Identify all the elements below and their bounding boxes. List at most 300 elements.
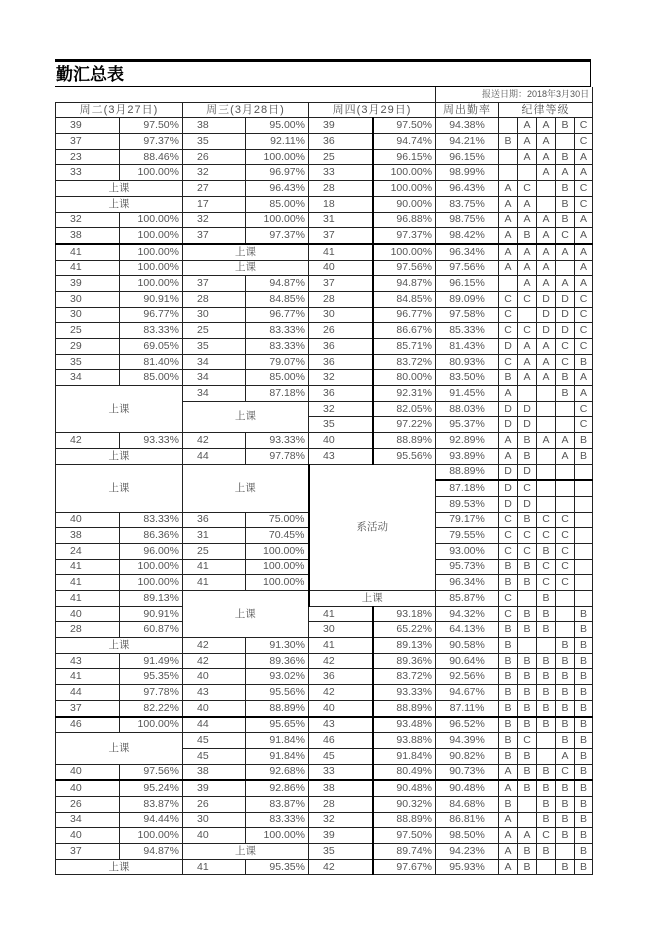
rate-cell: 91.49% — [120, 653, 183, 669]
weekly-rate-cell: 92.56% — [436, 669, 499, 685]
table-row — [56, 149, 593, 165]
grade-cell: C — [556, 543, 575, 559]
grade-cell: A — [575, 244, 593, 260]
grade-cell: C — [556, 528, 575, 544]
count-cell: 43 — [56, 653, 120, 669]
grade-cell: B — [556, 733, 575, 749]
weekly-rate-cell: 79.55% — [436, 528, 499, 544]
rate-cell: 92.68% — [246, 764, 309, 780]
table-row — [56, 212, 593, 228]
grade-cell: B — [575, 796, 593, 812]
weekly-rate-cell: 94.23% — [436, 844, 499, 860]
merged-note-cell: 上课 — [56, 733, 183, 764]
table-row — [56, 685, 593, 701]
rate-cell: 82.22% — [120, 700, 183, 716]
rate-cell: 70.45% — [246, 528, 309, 544]
grade-cell — [575, 496, 593, 512]
rate-cell: 83.72% — [373, 354, 436, 370]
count-cell: 25 — [309, 149, 373, 165]
grade-cell: C — [556, 339, 575, 355]
grade-cell: A — [518, 276, 537, 292]
weekly-rate-cell: 90.82% — [436, 748, 499, 764]
count-cell: 40 — [183, 828, 246, 844]
rate-cell: 92.86% — [246, 780, 309, 796]
grade-cell: C — [518, 528, 537, 544]
rate-cell: 83.33% — [246, 812, 309, 828]
weekly-rate-cell: 83.75% — [436, 196, 499, 212]
count-cell: 38 — [56, 228, 120, 244]
grade-cell: C — [575, 291, 593, 307]
rate-cell: 97.78% — [120, 685, 183, 701]
count-cell: 43 — [183, 685, 246, 701]
rate-cell: 100.00% — [120, 575, 183, 591]
count-cell: 40 — [183, 669, 246, 685]
weekly-rate-cell: 92.89% — [436, 433, 499, 449]
count-cell: 44 — [183, 717, 246, 733]
grade-cell: B — [499, 559, 518, 575]
rate-cell: 85.00% — [120, 370, 183, 386]
grade-cell — [499, 165, 518, 181]
rate-cell: 90.91% — [120, 291, 183, 307]
grade-cell — [556, 464, 575, 480]
grade-cell: C — [518, 480, 537, 496]
grade-cell: D — [518, 401, 537, 417]
merged-note-cell: 上课 — [56, 448, 183, 464]
count-cell: 34 — [56, 812, 120, 828]
count-cell: 40 — [56, 780, 120, 796]
grade-cell: C — [537, 575, 556, 591]
table-row — [56, 717, 593, 733]
grade-cell: A — [499, 812, 518, 828]
table-row — [56, 118, 593, 134]
grade-cell: B — [556, 828, 575, 844]
merged-note-cell: 上课 — [183, 401, 309, 432]
count-cell: 45 — [309, 748, 373, 764]
grade-cell: A — [499, 448, 518, 464]
grade-cell — [537, 859, 556, 875]
grade-cell: A — [499, 244, 518, 260]
weekly-rate-cell: 98.75% — [436, 212, 499, 228]
grade-cell — [499, 149, 518, 165]
grade-cell: A — [537, 260, 556, 276]
grade-cell: D — [518, 464, 537, 480]
table-row — [56, 134, 593, 150]
grade-cell: B — [518, 228, 537, 244]
weekly-rate-cell: 84.68% — [436, 796, 499, 812]
count-cell: 37 — [183, 276, 246, 292]
table-row — [56, 638, 593, 654]
grade-cell: C — [556, 512, 575, 528]
grade-cell: B — [499, 370, 518, 386]
count-cell: 38 — [309, 780, 373, 796]
table-row — [56, 591, 593, 607]
grade-cell: C — [556, 764, 575, 780]
weekly-rate-cell: 98.99% — [436, 165, 499, 181]
count-cell: 44 — [183, 448, 246, 464]
weekly-rate-cell: 85.87% — [436, 591, 499, 607]
grade-cell: C — [537, 512, 556, 528]
grade-cell: B — [499, 796, 518, 812]
grade-cell: A — [575, 370, 593, 386]
grade-cell: B — [537, 543, 556, 559]
merged-note-cell: 上课 — [183, 844, 309, 860]
grade-cell — [556, 260, 575, 276]
grade-cell: B — [518, 448, 537, 464]
rate-cell: 81.40% — [120, 354, 183, 370]
rate-cell: 89.36% — [373, 653, 436, 669]
weekly-rate-cell: 88.89% — [436, 464, 499, 480]
weekly-rate-cell: 97.56% — [436, 260, 499, 276]
grade-cell: B — [499, 575, 518, 591]
weekly-rate-cell: 96.43% — [436, 181, 499, 197]
rate-cell: 90.48% — [373, 780, 436, 796]
attendance-table — [55, 87, 593, 875]
count-cell: 30 — [56, 291, 120, 307]
grade-cell: B — [518, 669, 537, 685]
grade-cell: A — [518, 339, 537, 355]
rate-cell: 89.13% — [120, 591, 183, 607]
rate-cell: 92.31% — [373, 386, 436, 402]
grade-cell: C — [575, 118, 593, 134]
rate-cell: 95.56% — [373, 448, 436, 464]
count-cell: 34 — [183, 386, 246, 402]
header-wednesday: 周三(3月28日) — [183, 102, 309, 118]
grade-cell: B — [537, 591, 556, 607]
grade-cell: A — [537, 244, 556, 260]
rate-cell: 84.85% — [246, 291, 309, 307]
blank-cell — [56, 87, 436, 102]
grade-cell: B — [575, 733, 593, 749]
grade-cell: A — [499, 228, 518, 244]
count-cell: 41 — [56, 591, 120, 607]
grade-cell — [556, 480, 575, 496]
rate-cell: 89.74% — [373, 844, 436, 860]
grade-cell: B — [499, 653, 518, 669]
grade-cell: C — [575, 323, 593, 339]
weekly-rate-cell: 94.32% — [436, 606, 499, 622]
rate-cell: 93.33% — [120, 433, 183, 449]
rate-cell: 86.36% — [120, 528, 183, 544]
grade-cell: C — [575, 339, 593, 355]
count-cell: 45 — [183, 748, 246, 764]
rate-cell: 94.87% — [246, 276, 309, 292]
table-row — [56, 386, 593, 402]
grade-cell: B — [537, 685, 556, 701]
count-cell: 36 — [309, 669, 373, 685]
rate-cell: 100.00% — [373, 181, 436, 197]
rate-cell: 94.87% — [373, 276, 436, 292]
rate-cell: 88.89% — [246, 700, 309, 716]
grade-cell: A — [575, 228, 593, 244]
rate-cell: 97.22% — [373, 417, 436, 433]
grade-cell: B — [556, 780, 575, 796]
rate-cell: 94.74% — [373, 134, 436, 150]
table-row — [56, 764, 593, 780]
rate-cell: 83.72% — [373, 669, 436, 685]
grade-cell: B — [537, 844, 556, 860]
grade-cell: A — [499, 780, 518, 796]
grade-cell: A — [518, 370, 537, 386]
count-cell: 44 — [56, 685, 120, 701]
grade-cell — [556, 844, 575, 860]
count-cell: 45 — [183, 733, 246, 749]
grade-cell — [575, 528, 593, 544]
table-row — [56, 433, 593, 449]
grade-cell: A — [518, 260, 537, 276]
count-cell: 38 — [183, 764, 246, 780]
grade-cell — [575, 559, 593, 575]
grade-cell: B — [556, 653, 575, 669]
grade-cell: B — [537, 812, 556, 828]
table-row — [56, 796, 593, 812]
grade-cell — [537, 417, 556, 433]
grade-cell: A — [518, 828, 537, 844]
grade-cell: C — [537, 828, 556, 844]
count-cell: 39 — [183, 780, 246, 796]
rate-cell: 100.00% — [120, 260, 183, 276]
grade-cell: D — [499, 401, 518, 417]
grade-cell: B — [499, 134, 518, 150]
count-cell: 39 — [56, 276, 120, 292]
count-cell: 23 — [56, 149, 120, 165]
count-cell: 35 — [183, 134, 246, 150]
grade-cell: B — [537, 796, 556, 812]
grade-cell: A — [537, 118, 556, 134]
weekly-rate-cell: 90.58% — [436, 638, 499, 654]
merged-note-cell: 上课 — [56, 196, 183, 212]
table-row — [56, 464, 593, 480]
grade-cell — [556, 606, 575, 622]
weekly-rate-cell: 96.15% — [436, 149, 499, 165]
weekly-rate-cell: 64.13% — [436, 622, 499, 638]
merged-note-cell: 上课 — [309, 591, 436, 607]
rate-cell: 83.33% — [246, 323, 309, 339]
grade-cell: B — [556, 212, 575, 228]
grade-cell: A — [575, 260, 593, 276]
count-cell: 33 — [309, 764, 373, 780]
weekly-rate-cell: 98.42% — [436, 228, 499, 244]
count-cell: 27 — [183, 181, 246, 197]
grade-cell: C — [575, 196, 593, 212]
grade-cell: D — [499, 480, 518, 496]
table-row — [56, 291, 593, 307]
grade-cell: B — [556, 118, 575, 134]
grade-cell: D — [499, 464, 518, 480]
grade-cell — [556, 622, 575, 638]
grade-cell: C — [556, 228, 575, 244]
grade-cell: C — [499, 543, 518, 559]
grade-cell: A — [537, 228, 556, 244]
grade-cell: B — [575, 748, 593, 764]
rate-cell: 93.18% — [373, 606, 436, 622]
grade-cell — [575, 543, 593, 559]
grade-cell: D — [556, 307, 575, 323]
grade-cell: C — [556, 559, 575, 575]
count-cell: 41 — [309, 638, 373, 654]
grade-cell: B — [575, 433, 593, 449]
rate-cell: 96.77% — [246, 307, 309, 323]
weekly-rate-cell: 80.93% — [436, 354, 499, 370]
rate-cell: 96.15% — [373, 149, 436, 165]
grade-cell — [499, 276, 518, 292]
grade-cell: A — [499, 260, 518, 276]
table-row — [56, 370, 593, 386]
rate-cell: 83.33% — [120, 512, 183, 528]
rate-cell: 75.00% — [246, 512, 309, 528]
count-cell: 28 — [309, 796, 373, 812]
grade-cell: B — [518, 685, 537, 701]
grade-cell — [575, 575, 593, 591]
grade-cell: C — [499, 606, 518, 622]
rate-cell: 87.18% — [246, 386, 309, 402]
rate-cell: 96.77% — [120, 307, 183, 323]
rate-cell: 100.00% — [120, 828, 183, 844]
grade-cell: B — [575, 780, 593, 796]
count-cell: 42 — [183, 433, 246, 449]
rate-cell: 100.00% — [120, 244, 183, 260]
grade-cell: A — [518, 196, 537, 212]
grade-cell — [575, 464, 593, 480]
grade-cell: C — [518, 733, 537, 749]
grade-cell — [537, 733, 556, 749]
rate-cell: 96.97% — [246, 165, 309, 181]
grade-cell: B — [575, 622, 593, 638]
weekly-rate-cell: 90.64% — [436, 653, 499, 669]
count-cell: 31 — [183, 528, 246, 544]
grade-cell: B — [575, 828, 593, 844]
count-cell: 37 — [183, 228, 246, 244]
rate-cell: 96.77% — [373, 307, 436, 323]
table-row — [56, 812, 593, 828]
weekly-rate-cell: 86.81% — [436, 812, 499, 828]
count-cell: 32 — [183, 212, 246, 228]
grade-cell: B — [537, 764, 556, 780]
grade-cell — [556, 496, 575, 512]
grade-cell — [537, 196, 556, 212]
grade-cell: A — [575, 149, 593, 165]
rate-cell: 100.00% — [246, 559, 309, 575]
rate-cell: 89.13% — [373, 638, 436, 654]
grade-cell: A — [575, 386, 593, 402]
grade-cell: B — [499, 638, 518, 654]
grade-cell: B — [556, 859, 575, 875]
rate-cell: 97.78% — [246, 448, 309, 464]
count-cell: 41 — [309, 244, 373, 260]
count-cell: 40 — [56, 512, 120, 528]
table-row — [56, 323, 593, 339]
count-cell: 43 — [309, 717, 373, 733]
sheet-title: 勤汇总表 — [55, 59, 591, 87]
table-row — [56, 653, 593, 669]
grade-cell: B — [556, 812, 575, 828]
grade-cell: B — [537, 717, 556, 733]
grade-cell: A — [499, 844, 518, 860]
rate-cell: 69.05% — [120, 339, 183, 355]
count-cell: 34 — [183, 370, 246, 386]
grade-cell: B — [556, 717, 575, 733]
rate-cell: 97.37% — [373, 228, 436, 244]
grade-cell: A — [575, 276, 593, 292]
weekly-rate-cell: 89.09% — [436, 291, 499, 307]
grade-cell — [537, 496, 556, 512]
count-cell: 41 — [56, 559, 120, 575]
rate-cell: 97.37% — [120, 134, 183, 150]
table-row — [56, 354, 593, 370]
grade-cell: A — [499, 859, 518, 875]
grade-cell: B — [499, 669, 518, 685]
grade-cell: B — [518, 748, 537, 764]
grade-cell: B — [556, 370, 575, 386]
rate-cell: 93.88% — [373, 733, 436, 749]
rate-cell: 95.35% — [246, 859, 309, 875]
rate-cell: 93.48% — [373, 717, 436, 733]
rate-cell: 80.49% — [373, 764, 436, 780]
grade-cell: C — [537, 559, 556, 575]
rate-cell: 96.00% — [120, 543, 183, 559]
grade-cell: B — [537, 653, 556, 669]
grade-cell: B — [499, 733, 518, 749]
rate-cell: 95.24% — [120, 780, 183, 796]
grade-cell: B — [537, 780, 556, 796]
grade-cell — [556, 401, 575, 417]
weekly-rate-cell: 96.52% — [436, 717, 499, 733]
count-cell: 37 — [56, 844, 120, 860]
merged-note-cell: 上课 — [183, 260, 309, 276]
merged-note-cell: 上课 — [183, 591, 309, 638]
grade-cell: C — [499, 291, 518, 307]
count-cell: 30 — [183, 812, 246, 828]
rate-cell: 91.30% — [246, 638, 309, 654]
count-cell: 33 — [309, 165, 373, 181]
count-cell: 17 — [183, 196, 246, 212]
count-cell: 24 — [56, 543, 120, 559]
grade-cell: B — [537, 606, 556, 622]
count-cell: 41 — [56, 260, 120, 276]
grade-cell: B — [518, 780, 537, 796]
table-row — [56, 622, 593, 638]
grade-cell: A — [556, 448, 575, 464]
grade-cell: A — [556, 433, 575, 449]
count-cell: 40 — [56, 764, 120, 780]
rate-cell: 84.85% — [373, 291, 436, 307]
grade-cell: A — [537, 339, 556, 355]
count-cell: 46 — [309, 733, 373, 749]
grade-cell: C — [518, 291, 537, 307]
table-row — [56, 780, 593, 796]
weekly-rate-cell: 96.15% — [436, 276, 499, 292]
grade-cell: B — [556, 669, 575, 685]
grade-cell: C — [518, 323, 537, 339]
count-cell: 31 — [309, 212, 373, 228]
grade-cell: B — [518, 575, 537, 591]
rate-cell: 90.91% — [120, 606, 183, 622]
grade-cell: A — [499, 212, 518, 228]
grade-cell: B — [518, 433, 537, 449]
grade-cell: B — [575, 859, 593, 875]
grade-cell: A — [518, 212, 537, 228]
merged-note-cell: 系活动 — [309, 464, 436, 591]
grade-cell: A — [499, 181, 518, 197]
rate-cell: 97.56% — [373, 260, 436, 276]
table-row — [56, 828, 593, 844]
count-cell: 40 — [183, 700, 246, 716]
grade-cell: A — [499, 764, 518, 780]
count-cell: 30 — [309, 307, 373, 323]
grade-cell: D — [518, 417, 537, 433]
grade-cell: B — [518, 512, 537, 528]
grade-cell: D — [556, 291, 575, 307]
rate-cell: 97.50% — [373, 828, 436, 844]
